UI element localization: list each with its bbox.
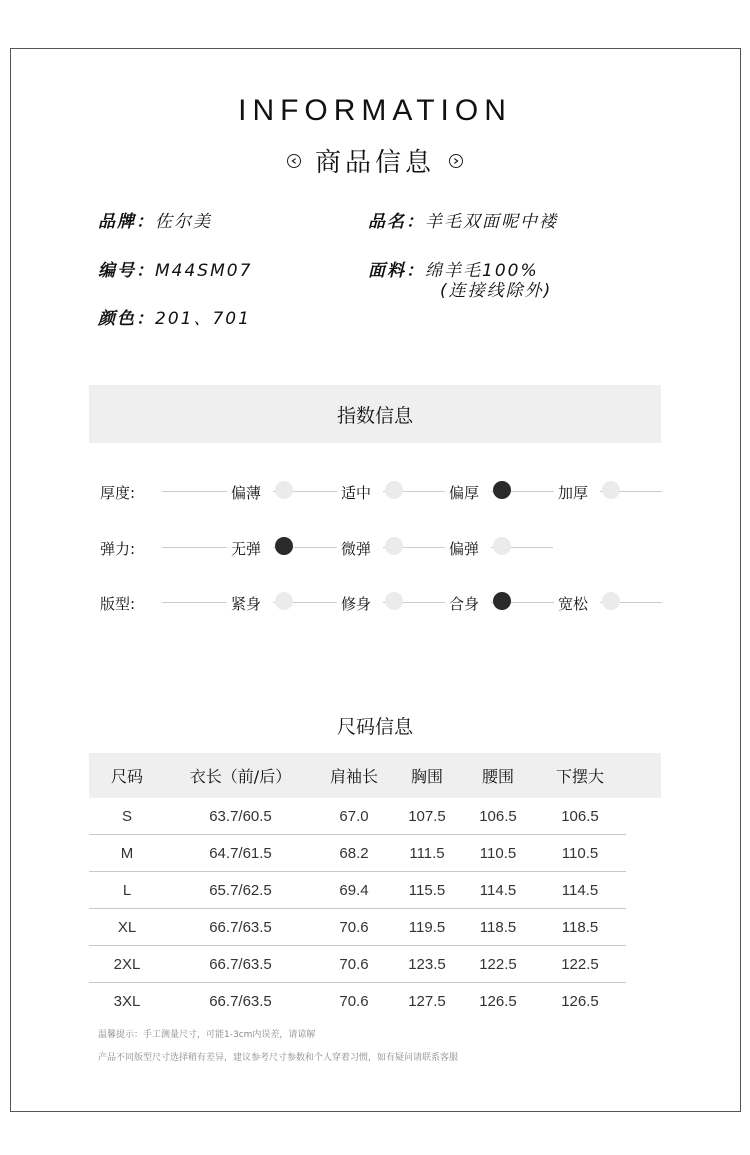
index-row [0,480,750,504]
color-row [98,304,251,329]
code-value: M44SM07 [155,261,253,281]
cell-length: 66.7/63.5 [165,909,316,946]
cell-spacer [626,798,661,835]
cell-sleeve: 67.0 [316,798,392,835]
cell-spacer [626,835,661,872]
left-arrow-circle-icon [287,154,301,168]
index-option-label: 紧身 [231,595,262,613]
index-option-dot [275,481,293,499]
index-option-dot [385,537,403,555]
cell-sleeve: 69.4 [316,872,392,909]
code-row [98,256,252,281]
cell-length: 66.7/63.5 [165,946,316,983]
cell-hem: 118.5 [534,909,626,946]
cell-sleeve: 70.6 [316,946,392,983]
index-row [0,591,750,615]
index-option-label: 合身 [449,595,480,613]
brand-key: 品牌： [98,212,155,232]
index-section-header [89,385,661,443]
brand-value: 佐尔美 [155,212,212,232]
cell-waist: 110.5 [462,835,534,872]
cell-chest: 107.5 [392,798,462,835]
header-hem: 下摆大 [534,753,626,798]
cell-length: 65.7/62.5 [165,872,316,909]
index-row-label: 弹力: [100,540,136,558]
cell-hem: 106.5 [534,798,626,835]
title-chinese: 商品信息 [314,148,435,178]
table-row [89,798,661,835]
index-option-dot-selected [493,592,511,610]
table-row [89,872,661,909]
note-fit-advice: 产品不同版型尺寸选择稍有差异，建议参考尺寸参数和个人穿着习惯，如有疑问请联系客服 [98,1053,459,1063]
index-option-label: 适中 [341,484,372,502]
index-option-dot [275,592,293,610]
index-row-label: 版型: [100,595,136,613]
index-row [0,536,750,560]
size-section-title: 尺码信息 [336,716,413,738]
cell-chest: 127.5 [408,992,446,1010]
cell-size: XL [89,909,165,946]
note-measurement: 温馨提示：手工测量尺寸，可能1-3cm内误差，请谅解 [98,1030,316,1040]
index-option-dot [493,537,511,555]
table-row [89,946,661,983]
cell-size: 3XL [113,992,141,1010]
name-row [368,207,558,232]
cell-chest: 119.5 [392,909,462,946]
index-option-label: 修身 [341,595,372,613]
cell-hem: 114.5 [534,872,626,909]
header-sleeve: 肩袖长 [316,753,392,798]
cell-sleeve: 70.6 [316,909,392,946]
size-table-header [89,753,661,798]
cell-spacer [626,946,661,983]
index-option-dot [385,592,403,610]
index-option-label: 微弹 [341,540,372,558]
title-chinese-row [0,142,750,179]
cell-waist: 106.5 [462,798,534,835]
index-option-label: 偏弹 [449,540,480,558]
cell-hem: 126.5 [561,992,599,1010]
size-table-body [89,798,661,1019]
cell-length: 64.7/61.5 [165,835,316,872]
cell-sleeve: 68.2 [316,835,392,872]
header-length: 衣长（前/后） [165,753,316,798]
name-value: 羊毛双面呢中褛 [425,212,558,232]
index-option-dot [602,592,620,610]
index-option-label: 加厚 [558,484,589,502]
cell-size: M [89,835,165,872]
cell-waist: 122.5 [462,946,534,983]
index-option-label: 偏薄 [231,484,262,502]
title-english: INFORMATION [238,94,512,127]
cell-chest: 115.5 [392,872,462,909]
index-option-dot [385,481,403,499]
cell-hem: 110.5 [534,835,626,872]
header-spacer [626,753,661,798]
cell-sleeve: 70.6 [339,992,369,1010]
cell-spacer [626,909,661,946]
header-size: 尺码 [89,753,165,798]
index-row-label: 厚度: [100,484,136,502]
material-key: 面料： [368,261,425,281]
index-option-dot [602,481,620,499]
index-option-label: 偏厚 [449,484,480,502]
cell-size: 2XL [89,946,165,983]
cell-length: 66.7/63.5 [209,992,272,1010]
cell-waist: 118.5 [462,909,534,946]
code-key: 编号： [98,261,155,281]
cell-spacer [626,872,661,909]
index-option-label: 宽松 [558,595,589,613]
size-table [89,753,661,1019]
name-key: 品名： [368,212,425,232]
table-row [89,909,661,946]
table-row [89,835,661,872]
cell-waist: 126.5 [479,992,517,1010]
index-option-dot-selected [493,481,511,499]
cell-chest: 123.5 [392,946,462,983]
index-option-dot-selected [275,537,293,555]
header-chest: 胸围 [392,753,462,798]
index-section-title: 指数信息 [336,404,413,427]
material-note: (连接线除外) [440,281,553,301]
cell-hem: 122.5 [534,946,626,983]
right-arrow-circle-icon [449,154,463,168]
cell-size: L [89,872,165,909]
index-option-label: 无弹 [231,540,262,558]
header-waist: 腰围 [462,753,534,798]
material-value: 绵羊毛100% [425,261,539,281]
color-value: 201、701 [155,309,251,329]
table-row [89,983,661,1020]
brand-row [98,207,212,232]
color-key: 颜色： [98,309,155,329]
cell-chest: 111.5 [392,835,462,872]
cell-length: 63.7/60.5 [165,798,316,835]
cell-spacer [626,983,661,1020]
cell-size: S [89,798,165,835]
cell-waist: 114.5 [462,872,534,909]
